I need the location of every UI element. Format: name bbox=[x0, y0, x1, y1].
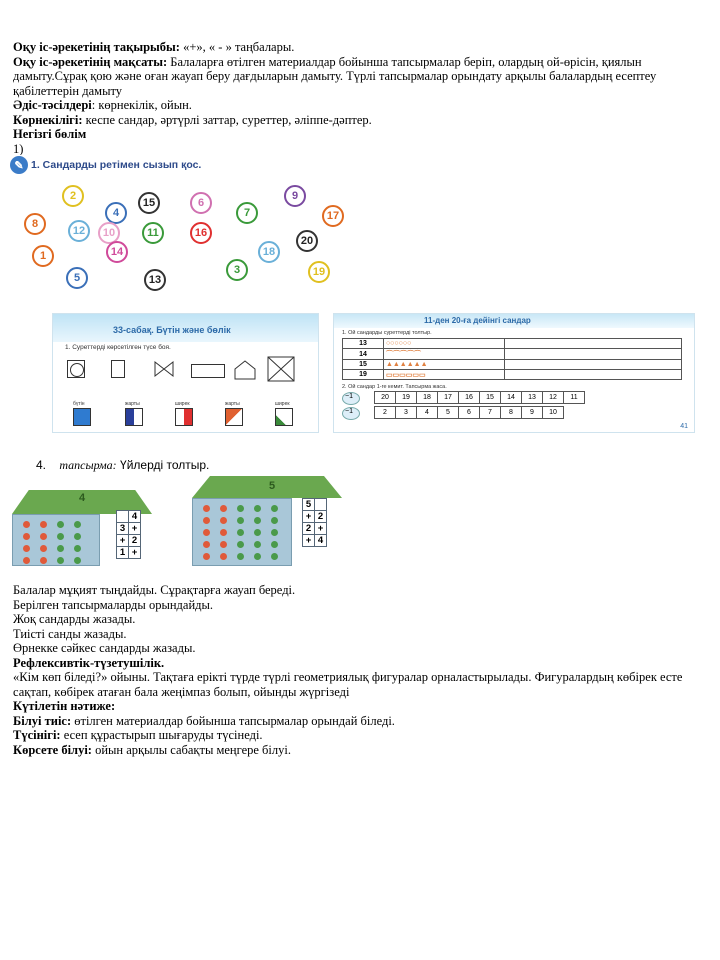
exercise-1-title: 1. Сандарды ретімен сызып қос. bbox=[31, 159, 202, 171]
task-4-label: тапсырма: bbox=[59, 458, 117, 472]
window-dot bbox=[220, 529, 227, 536]
exercise-numbers-11-20 bbox=[333, 313, 695, 433]
number-circle[interactable]: 20 bbox=[296, 230, 318, 252]
grid-cell[interactable]: 2 bbox=[129, 535, 141, 547]
window-dot bbox=[220, 553, 227, 560]
house-roof-number: 4 bbox=[78, 492, 86, 504]
grid-cell[interactable]: 2 bbox=[303, 523, 315, 535]
window-dot bbox=[254, 541, 261, 548]
window-dot bbox=[57, 533, 64, 540]
window-dot bbox=[74, 545, 81, 552]
exercise-connect-numbers bbox=[10, 155, 350, 293]
body-line: Жоқ сандарды жазады. bbox=[13, 612, 136, 626]
number-circle[interactable]: 13 bbox=[144, 269, 166, 291]
table-row bbox=[117, 535, 141, 547]
exercise-3-sub1: 1. Ой сандарды суреттерді толтыр. bbox=[342, 330, 432, 336]
goal-label: Оқу іс-әрекетінің мақсаты: bbox=[13, 54, 168, 69]
window-dot bbox=[40, 545, 47, 552]
house-four bbox=[12, 476, 152, 568]
grid-cell[interactable]: 4 bbox=[315, 535, 327, 547]
number-cell: 15 bbox=[480, 392, 501, 404]
number-cell: 2 bbox=[375, 407, 396, 419]
half-triangle-square bbox=[225, 408, 243, 426]
body-line: Балалар мұқият тыңдайды. Сұрақтарға жауап береді. bbox=[13, 583, 296, 597]
number-circle[interactable]: 18 bbox=[258, 241, 280, 263]
number-cell: 20 bbox=[375, 392, 396, 404]
understand-line bbox=[13, 728, 712, 743]
table-row bbox=[303, 535, 327, 547]
grid-cell[interactable]: + bbox=[117, 535, 129, 547]
label-half-2: жарты bbox=[225, 401, 240, 407]
window-dot bbox=[203, 541, 210, 548]
main-part-label: Негізгі бөлім bbox=[13, 127, 87, 141]
number-circle[interactable]: 15 bbox=[138, 192, 160, 214]
window-dot bbox=[271, 517, 278, 524]
grid-cell[interactable]: + bbox=[303, 535, 315, 547]
table-row: 19 ▭▭▭▭▭▭ bbox=[343, 370, 682, 380]
exercise-whole-and-part bbox=[52, 313, 319, 433]
task-4-text: Үйлерді толтыр. bbox=[116, 458, 210, 472]
number-circle[interactable]: 6 bbox=[190, 192, 212, 214]
envelope-shape bbox=[267, 356, 295, 382]
window-dot bbox=[57, 545, 64, 552]
number-circle[interactable]: 8 bbox=[24, 213, 46, 235]
exercise-3-title: 11-ден 20-ға дейінгі сандар bbox=[424, 316, 531, 325]
number-cell: 19 bbox=[396, 392, 417, 404]
grid-cell[interactable]: 5 bbox=[303, 499, 315, 511]
window-dot bbox=[203, 529, 210, 536]
window-dot bbox=[237, 541, 244, 548]
minus-one-label-a: −1 bbox=[345, 393, 353, 400]
grid-cell[interactable]: 3 bbox=[117, 523, 129, 535]
task-4-number: 4. bbox=[36, 458, 47, 472]
grid-cell[interactable]: + bbox=[303, 511, 315, 523]
visual-line bbox=[13, 113, 712, 128]
number-cell: 16 bbox=[459, 392, 480, 404]
quarter-triangle-square bbox=[275, 408, 293, 426]
window-dot bbox=[40, 521, 47, 528]
window-dot bbox=[220, 517, 227, 524]
task-4-heading bbox=[36, 458, 209, 473]
window-dot bbox=[237, 517, 244, 524]
understand-label: Түсінігі: bbox=[13, 728, 61, 742]
window-dot bbox=[271, 553, 278, 560]
number-cell: 12 bbox=[543, 392, 564, 404]
lesson-header bbox=[13, 40, 712, 156]
body-line: Тиісті санды жазады. bbox=[13, 626, 127, 641]
count-row bbox=[374, 406, 564, 419]
grid-cell[interactable]: + bbox=[129, 523, 141, 535]
window-dot bbox=[203, 517, 210, 524]
number-cell: 6 bbox=[459, 407, 480, 419]
grid-cell[interactable]: 1 bbox=[117, 547, 129, 559]
topic-label: Оқу іс-әрекетінің тақырыбы: bbox=[13, 40, 180, 54]
whole-square bbox=[73, 408, 91, 426]
window-dot bbox=[254, 529, 261, 536]
number-circle[interactable]: 11 bbox=[142, 222, 164, 244]
circle-in-square-shape bbox=[67, 360, 85, 378]
number-circle[interactable]: 2 bbox=[62, 185, 84, 207]
result-label: Күтілетін нәтиже: bbox=[13, 699, 116, 713]
table-row: 13 ○○○○○○ bbox=[343, 339, 682, 349]
know-line bbox=[13, 714, 712, 729]
show-line bbox=[13, 743, 712, 758]
number-circle[interactable]: 16 bbox=[190, 222, 212, 244]
reflexive-heading bbox=[13, 656, 712, 671]
number-cell: 13 bbox=[522, 392, 543, 404]
window-dot bbox=[203, 505, 210, 512]
item-one: 1) bbox=[13, 141, 24, 156]
understand-text: есеп құрастырып шығаруды түсінеді. bbox=[60, 728, 263, 742]
row-number: 14 bbox=[343, 349, 384, 360]
window-dot bbox=[271, 529, 278, 536]
house-wall bbox=[12, 514, 100, 566]
topic-line bbox=[13, 40, 712, 55]
table-row bbox=[303, 511, 327, 523]
house-five bbox=[192, 476, 352, 568]
lesson-body bbox=[13, 583, 712, 757]
number-circle[interactable]: 12 bbox=[68, 220, 90, 242]
row-number: 15 bbox=[343, 360, 384, 370]
exercise-2-task: 1. Суреттерді көрсетілген түсе боя. bbox=[65, 344, 171, 351]
know-label: Білуі тиіс: bbox=[13, 713, 72, 728]
window-dot bbox=[271, 505, 278, 512]
window-dot bbox=[254, 505, 261, 512]
grid-cell[interactable]: + bbox=[315, 523, 327, 535]
show-label: Көрсете білуі: bbox=[13, 742, 92, 757]
result-heading bbox=[13, 699, 712, 714]
window-dot bbox=[57, 557, 64, 564]
window-dot bbox=[237, 505, 244, 512]
know-text: өтілген материалдар бойынша тапсырмалар орындай біледі. bbox=[71, 713, 395, 728]
page-number: 41 bbox=[680, 423, 688, 430]
window-dot bbox=[23, 521, 30, 528]
number-cell: 3 bbox=[396, 407, 417, 419]
label-quarter-2: ширек bbox=[275, 401, 290, 407]
show-text: ойын арқылы сабақты меңгере білуі. bbox=[91, 742, 291, 757]
number-circle[interactable]: 14 bbox=[106, 241, 128, 263]
window-dot bbox=[254, 553, 261, 560]
window-dot bbox=[271, 541, 278, 548]
window-dot bbox=[237, 529, 244, 536]
number-rows-table bbox=[342, 338, 682, 380]
grid-cell[interactable]: 2 bbox=[315, 511, 327, 523]
quarter-square bbox=[175, 408, 193, 426]
house-roof-number: 5 bbox=[268, 480, 276, 492]
exercise-3-sub2: 2. Ой сандар 1-ге кемит. Тапсырма жаса. bbox=[342, 384, 447, 390]
number-cell: 14 bbox=[501, 392, 522, 404]
row-number: 13 bbox=[343, 339, 384, 349]
number-circle[interactable]: 9 bbox=[284, 185, 306, 207]
number-circle[interactable]: 4 bbox=[105, 202, 127, 224]
main-part-heading bbox=[13, 127, 712, 142]
number-cell: 5 bbox=[438, 407, 459, 419]
butterfly-shape bbox=[153, 360, 171, 378]
house-grid bbox=[116, 510, 141, 559]
window-dot bbox=[203, 553, 210, 560]
table-row bbox=[117, 523, 141, 535]
countdown-row bbox=[374, 391, 585, 404]
number-circle[interactable]: 10 bbox=[98, 222, 120, 244]
number-cell: 4 bbox=[417, 407, 438, 419]
number-circle[interactable]: 5 bbox=[66, 267, 88, 289]
grid-cell[interactable]: 4 bbox=[129, 511, 141, 523]
table-row bbox=[303, 523, 327, 535]
number-cell: 11 bbox=[564, 392, 585, 404]
window-dot bbox=[254, 517, 261, 524]
number-cell: 9 bbox=[522, 407, 543, 419]
window-dot bbox=[74, 557, 81, 564]
number-cell: 10 bbox=[543, 407, 564, 419]
table-row bbox=[303, 499, 327, 511]
methods-label: Әдіс-тәсілдері bbox=[13, 98, 92, 112]
visual-label: Көрнекілігі: bbox=[13, 112, 83, 127]
half-square bbox=[125, 408, 143, 426]
window-dot bbox=[23, 545, 30, 552]
window-dot bbox=[220, 541, 227, 548]
label-whole: бүтін bbox=[73, 401, 85, 407]
row-number: 19 bbox=[343, 370, 384, 380]
house-wall bbox=[192, 498, 292, 566]
window-dot bbox=[40, 557, 47, 564]
number-circle[interactable]: 1 bbox=[32, 245, 54, 267]
reflexive-label: Рефлексивтік-түзетушілік. bbox=[13, 655, 165, 670]
number-cell: 7 bbox=[480, 407, 501, 419]
number-circle[interactable]: 3 bbox=[226, 259, 248, 281]
number-cell: 17 bbox=[438, 392, 459, 404]
label-half: жарты bbox=[125, 401, 140, 407]
methods-line bbox=[13, 98, 712, 113]
pencil-icon: ✎ bbox=[10, 156, 28, 174]
table-row: 14 ⌒⌒⌒⌒⌒ bbox=[343, 349, 682, 360]
house-grid bbox=[302, 498, 327, 547]
methods-value: : көрнекілік, ойын. bbox=[91, 98, 192, 112]
window-dot bbox=[237, 553, 244, 560]
window-dot bbox=[74, 521, 81, 528]
number-cell: 8 bbox=[501, 407, 522, 419]
number-cell: 18 bbox=[417, 392, 438, 404]
number-circle[interactable]: 17 bbox=[322, 205, 344, 227]
body-line: Өрнекке сәйкес сандарды жазады. bbox=[13, 641, 196, 655]
window-dot bbox=[23, 557, 30, 564]
body-line: Берілген тапсырмаларды орындайды. bbox=[13, 597, 214, 612]
topic-value: «+», « - » таңбалары. bbox=[179, 40, 295, 54]
window-dot bbox=[23, 533, 30, 540]
reflexive-text: «Кім көп біледі?» ойыны. Тақтаға ерікті түрде түрлі геометриялық фигуралар орналастырылады. Фигуралардың көбірек есте сақтап, көбірек атаған бала жеңімпаз болып, ойынды жүргізеді bbox=[13, 670, 683, 699]
table-row bbox=[117, 511, 141, 523]
window-dot bbox=[40, 533, 47, 540]
number-circle[interactable]: 7 bbox=[236, 202, 258, 224]
label-quarter: ширек bbox=[175, 401, 190, 407]
table-row bbox=[117, 547, 141, 559]
number-circle[interactable]: 19 bbox=[308, 261, 330, 283]
table-row: 15 ▲▲▲▲▲▲ bbox=[343, 360, 682, 370]
visual-value: кеспе сандар, әртүрлі заттар, суреттер, әліппе-дәптер. bbox=[82, 112, 372, 127]
minus-one-label-b: −1 bbox=[345, 408, 353, 415]
window-dot bbox=[74, 533, 81, 540]
exercise-2-title: 33-сабақ. Бүтін және бөлік bbox=[113, 325, 231, 335]
window-dot bbox=[57, 521, 64, 528]
goal-line bbox=[13, 55, 712, 99]
goal-value: Балаларға өтілген материалдар бойынша тапсырмалар беріп, олардың ой-өрісін, қиялын дамыту.Сұрақ қою және оған жауап беру дағдыларын дамыту. Түрлі тапсырмалар орындату арқылы балалардың есептеу қабілеттерін дамыту bbox=[13, 54, 657, 98]
grid-cell[interactable]: + bbox=[129, 547, 141, 559]
train-shape bbox=[191, 364, 225, 378]
exercise-1-header bbox=[10, 155, 201, 175]
glass-shape bbox=[111, 360, 125, 378]
house-shape bbox=[233, 360, 251, 378]
window-dot bbox=[220, 505, 227, 512]
